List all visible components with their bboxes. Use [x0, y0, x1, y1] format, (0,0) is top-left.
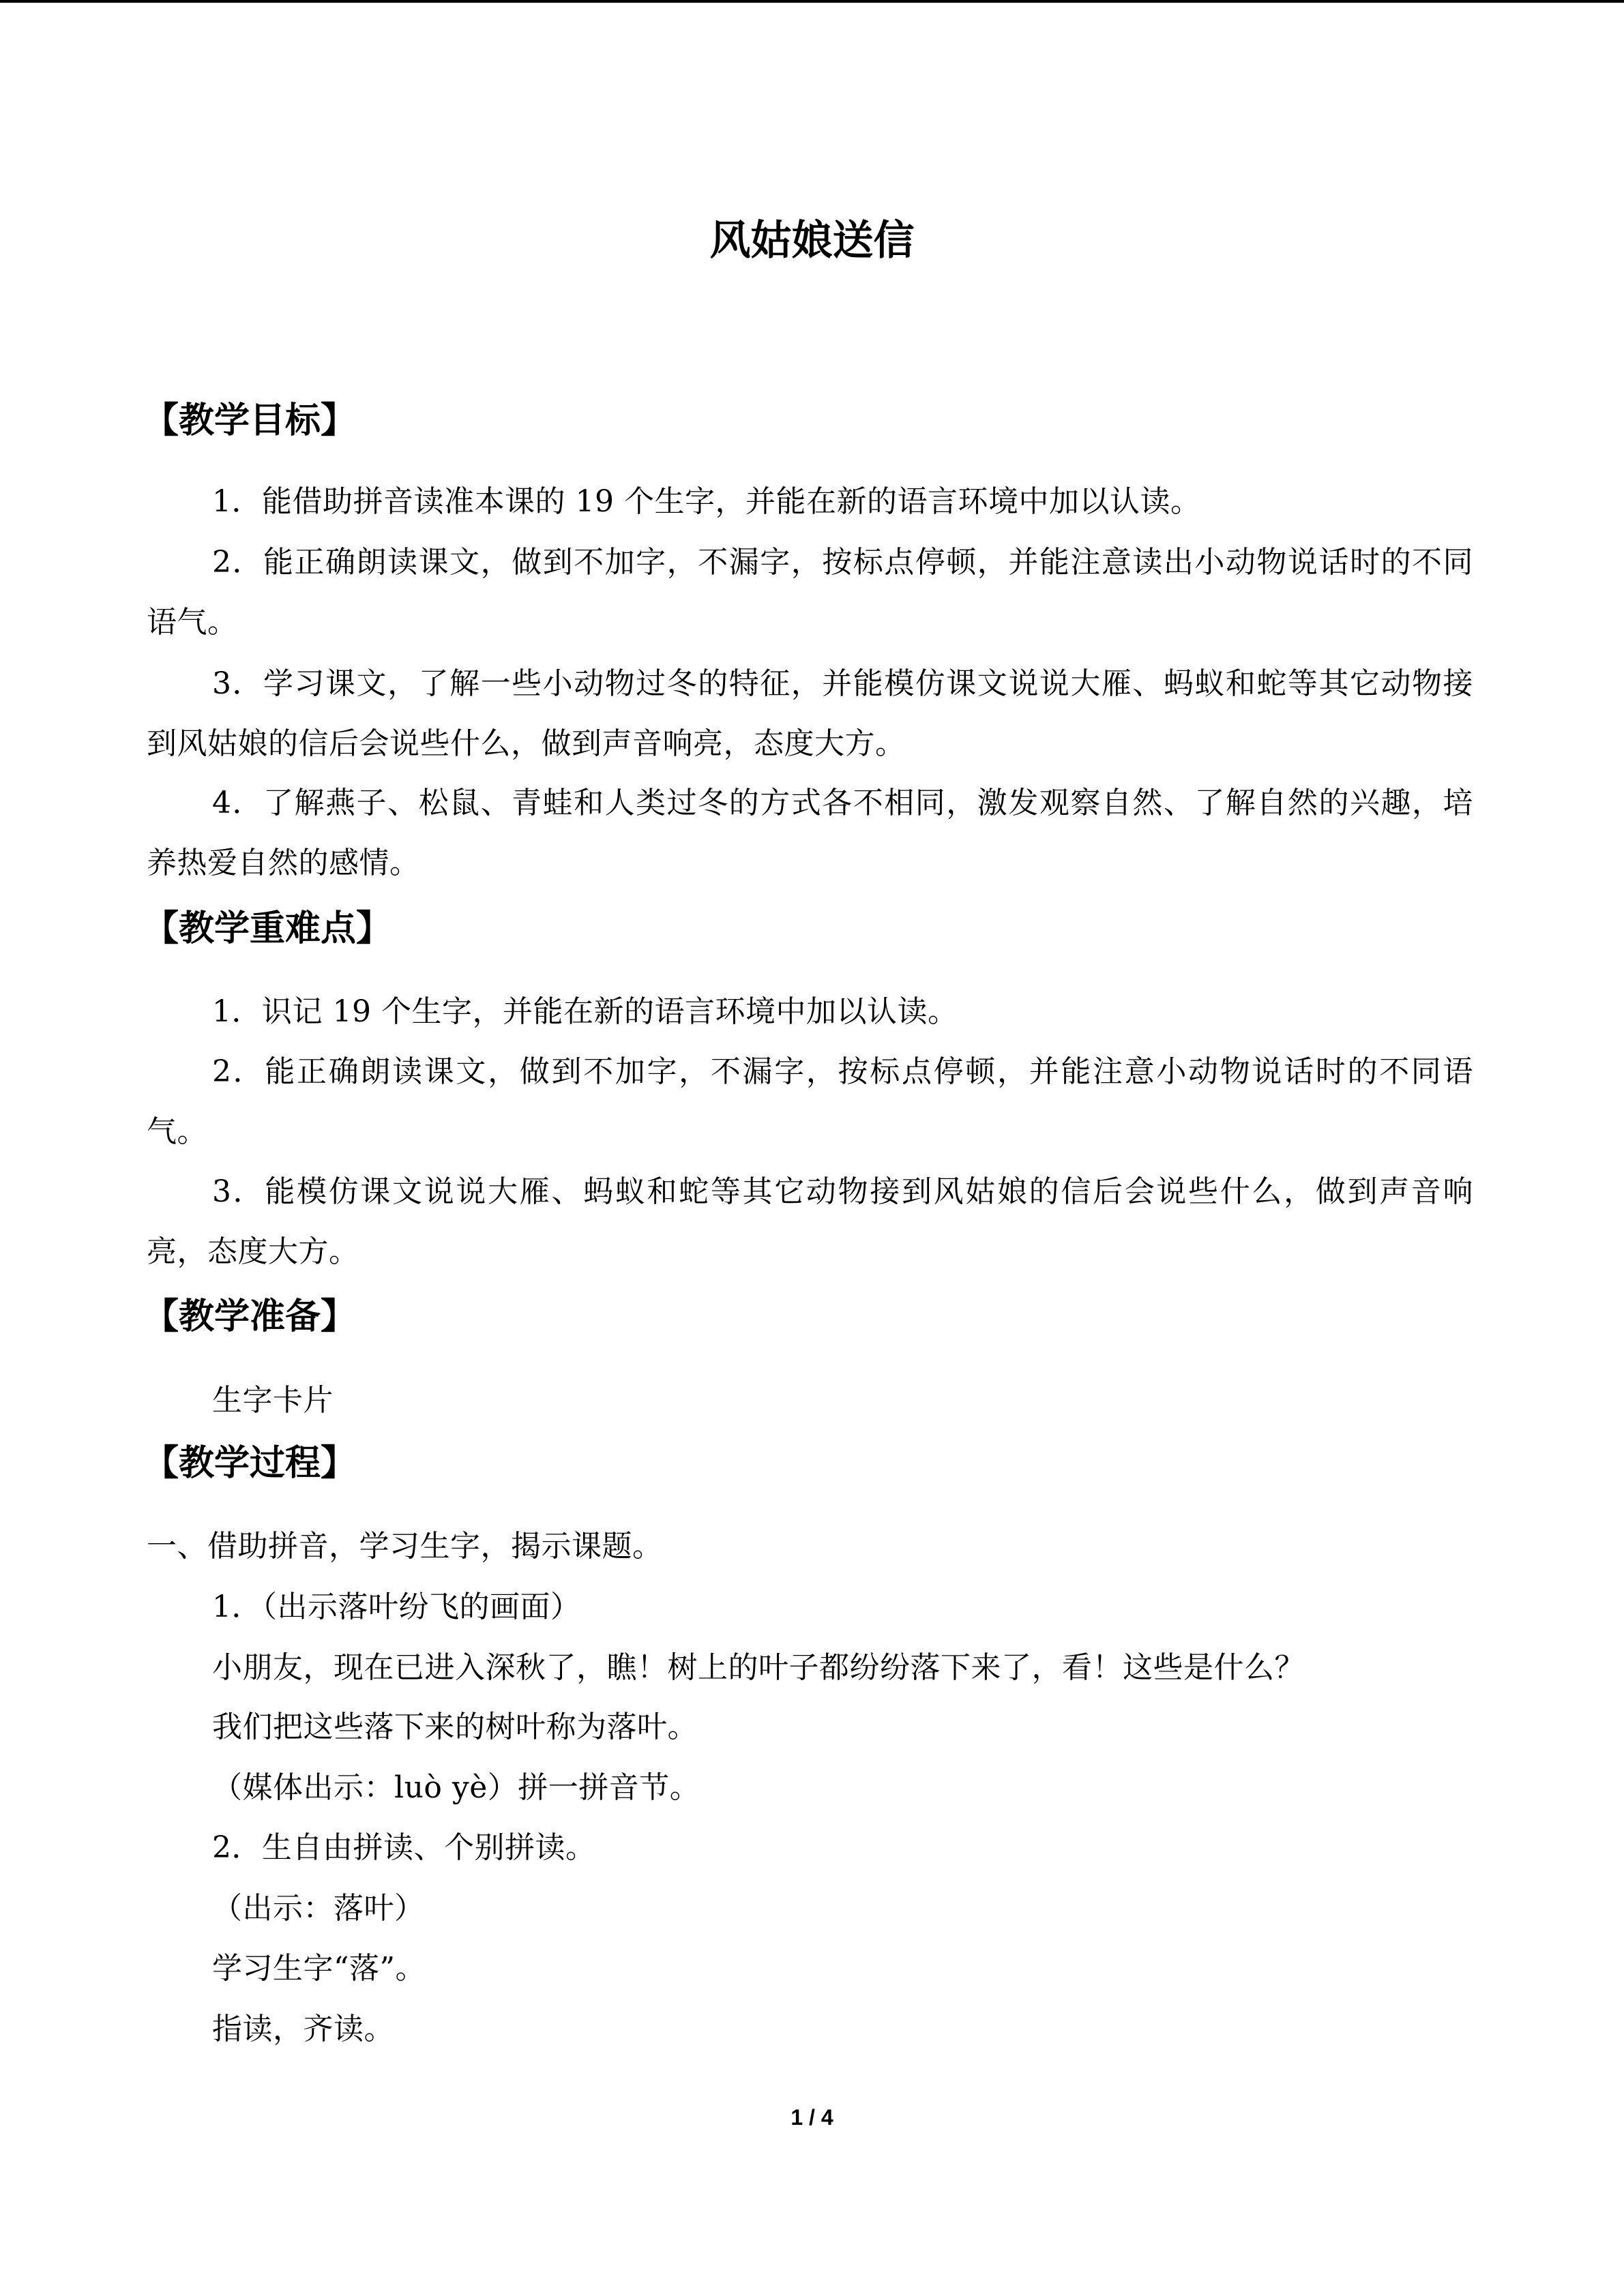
key-point-paragraph: 2．能正确朗读课文，做到不加字，不漏字，按标点停顿，并能注意小动物说话时的不同语气。 [147, 1054, 1473, 1149]
objective-paragraph: 1．能借助拼音读准本课的 19 个生字，并能在新的语言环境中加以认读。 [212, 484, 1201, 519]
preparation-paragraph: 生字卡片 [212, 1383, 334, 1418]
process-step-heading: 一、借助拼音，学习生字，揭示课题。 [147, 1529, 663, 1564]
process-line: 2．生自由拼读、个别拼读。 [212, 1830, 596, 1865]
page-number: 1 / 4 [791, 2105, 833, 2130]
key-point-paragraph: 3．能模仿课文说说大雁、蚂蚁和蛇等其它动物接到风姑娘的信后会说些什么，做到声音响亮，态度大方。 [147, 1174, 1473, 1269]
process-line: （媒体出示：luò yè）拼一拼音节。 [212, 1770, 700, 1805]
process-line: （出示：落叶） [212, 1891, 425, 1926]
process-line: 我们把这些落下来的树叶称为落叶。 [212, 1710, 698, 1744]
process-line: 学习生字“落”。 [212, 1951, 426, 1986]
section-heading-process: 【教学过程】 [143, 1442, 357, 1484]
process-line: 小朋友，现在已进入深秋了，瞧！树上的叶子都纷纷落下来了，看！这些是什么？ [212, 1650, 1305, 1685]
section-heading-key-points: 【教学重难点】 [143, 908, 392, 949]
objective-paragraph: 2．能正确朗读课文，做到不加字，不漏字，按标点停顿，并能注意读出小动物说话时的不同语气。 [147, 545, 1473, 640]
process-line: 1．（出示落叶纷飞的画面） [212, 1590, 581, 1624]
key-point-paragraph: 1．识记 19 个生字，并能在新的语言环境中加以认读。 [212, 994, 958, 1029]
section-heading-preparation: 【教学准备】 [143, 1296, 357, 1337]
section-heading-objectives: 【教学目标】 [143, 400, 357, 441]
process-line: 指读，齐读。 [212, 2012, 394, 2046]
objective-paragraph: 4．了解燕子、松鼠、青蛙和人类过冬的方式各不相同，激发观察自然、了解自然的兴趣，培养热爱自然的感情。 [147, 786, 1473, 880]
document-title: 风姑娘送信 [709, 217, 915, 265]
objective-paragraph: 3．学习课文，了解一些小动物过冬的特征，并能模仿课文说说大雁、蚂蚁和蛇等其它动物接到风姑娘的信后会说些什么，做到声音响亮，态度大方。 [147, 666, 1473, 761]
